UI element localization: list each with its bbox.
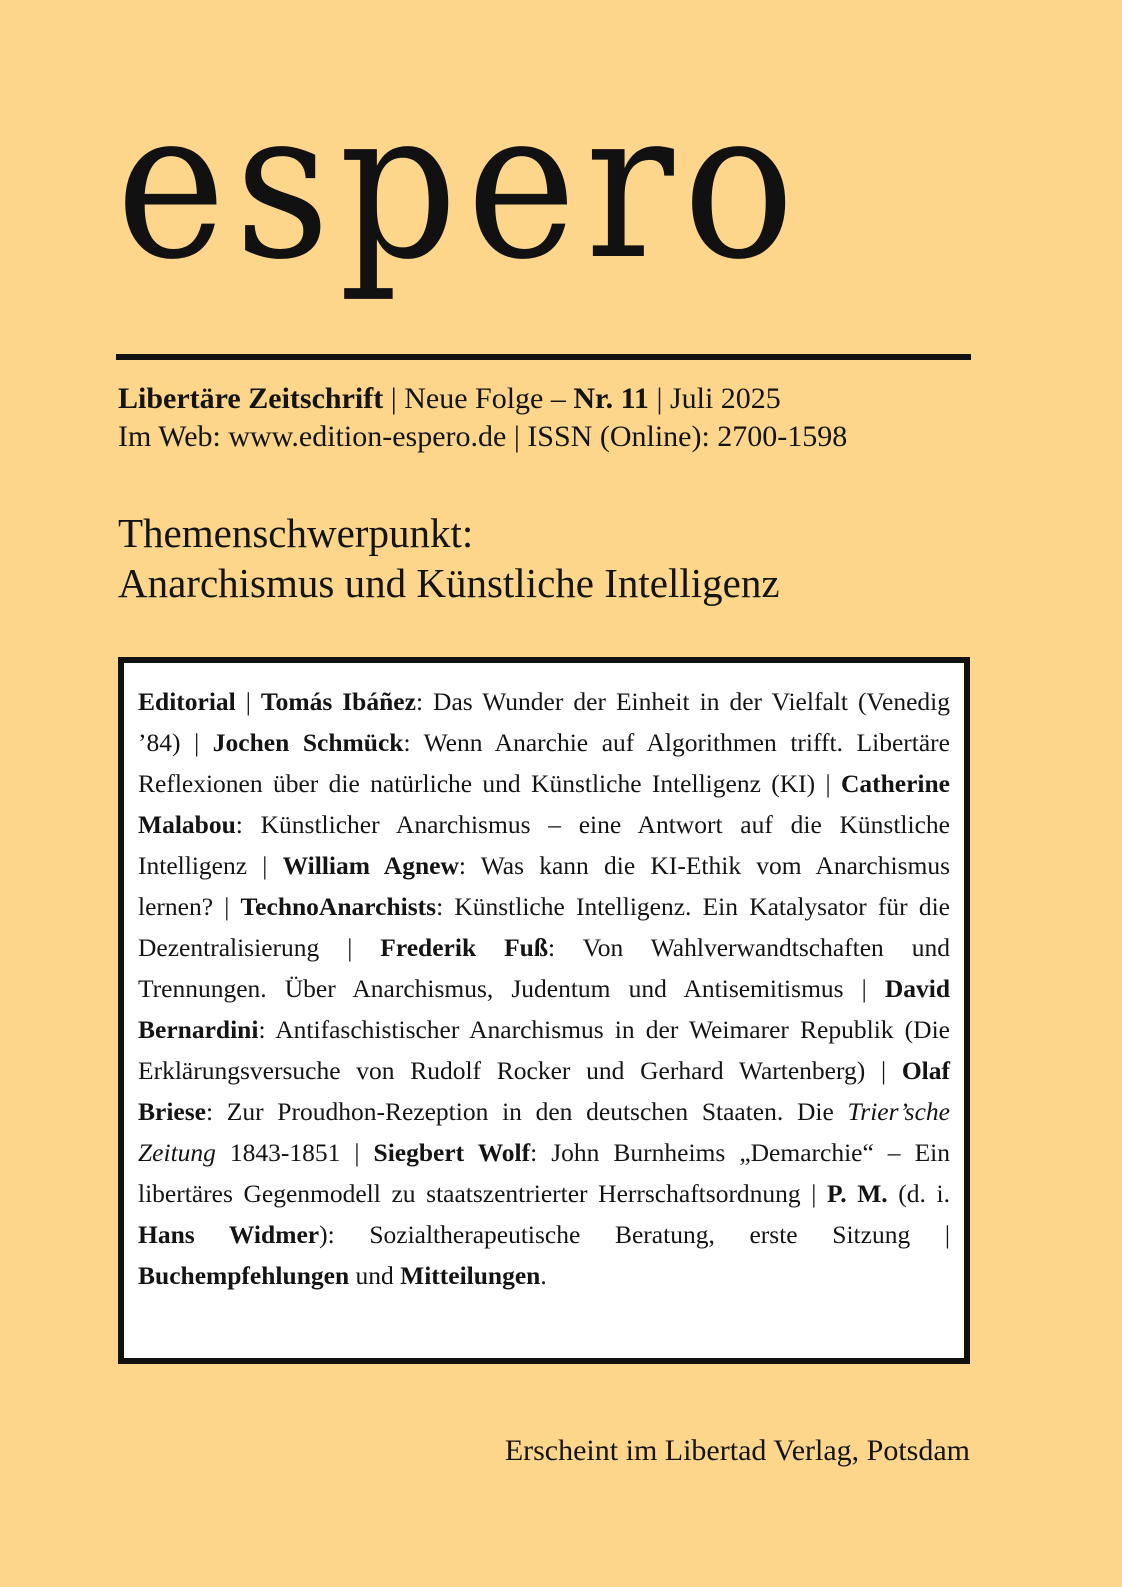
contents-author: Jochen Schmück [212,728,404,757]
contents-item-text: 1843-1851 | [215,1138,374,1167]
contents-item-text: ): Sozialtherapeutische Beratung, erste Sitzung | [319,1220,950,1249]
contents-item-text: und [349,1261,401,1290]
publisher-line: Erscheint im Libertad Verlag, Potsdam [504,1434,970,1467]
contents-item-text: : Zur Proudhon-Rezeption in den deutschen Staaten. Die [205,1097,848,1126]
contents-author: Catherine Malabou [138,769,950,839]
contents-item-text: : Von Wahlverwandtschaften und Trennungen. Über Anarchismus, Judentum und Antisemitismus | [138,933,950,1003]
contents-item-text: : Künstlicher Anarchismus – eine Antwort auf die Künstliche Intelligenz | [138,810,950,880]
theme-heading [118,508,978,608]
contents-item-text: : Künstliche Intelligenz. Ein Katalysator für die Dezentralisierung | [138,892,950,962]
issue-number: Nr. 11 [573,382,649,415]
contents-section: Mitteilungen [400,1261,541,1290]
contents-author: Frederik Fuß [380,933,549,962]
table-of-contents-box [118,657,970,1364]
contents-text [138,687,950,1290]
contents-author: Olaf Briese [138,1056,950,1126]
zeitschrift-label: Libertäre Zeitschrift [118,382,384,415]
contents-author: TechnoAnarchists [240,892,437,921]
contents-periodical-title: Trier’sche Zeitung [138,1097,950,1167]
contents-author: Siegbert Wolf [373,1138,531,1167]
theme-label: Themenschwerpunkt: [118,510,474,556]
contents-author: Editorial [138,687,236,716]
folge-label: Neue Folge – [404,382,574,415]
contents-item-text: : Antifaschistischer Anarchismus in der Weimarer Republik (Die Erklärungsversuche von Rudolf Rocker und Gerhard Wartenberg) | [138,1015,950,1085]
issue-line [118,380,978,418]
contents-item-text: (d. i. [887,1179,950,1208]
contents-item-text: : Das Wunder der Einheit in der Vielfalt (Venedig ’84) | [138,687,950,757]
masthead-rule [116,354,971,360]
masthead-title: espero [116,65,804,305]
contents-item-text: . [540,1261,547,1290]
theme-topic: Anarchismus und Künstliche Intelligenz [118,560,780,606]
web-issn-line: Im Web: www.edition-espero.de | ISSN (Online): 2700-1598 [118,420,848,453]
separator: | [383,382,405,415]
contents-author: David Bernardini [138,974,950,1044]
contents-section: Buchempfehlungen [138,1261,350,1290]
contents-author: Hans Widmer [138,1220,320,1249]
issue-date: Juli 2025 [669,382,781,415]
contents-author: Tomás Ibáñez [260,687,416,716]
separator: | [648,382,670,415]
issue-info [118,380,978,456]
contents-item-text: : Was kann die KI-Ethik vom Anarchismus lernen? | [138,851,951,921]
contents-item-text: | [235,687,261,716]
contents-author: William Agnew [282,851,459,880]
contents-item-text: : John Burnheims „Demarchie“ – Ein libertäres Gegenmodell zu staatszentrierter Herrschaftsordnung | [138,1138,950,1208]
contents-item-text: : Wenn Anarchie auf Algorithmen trifft. Libertäre Reflexionen über die natürliche und Künstliche Intelligenz (KI) | [138,728,950,798]
contents-author: P. M. [827,1179,888,1208]
